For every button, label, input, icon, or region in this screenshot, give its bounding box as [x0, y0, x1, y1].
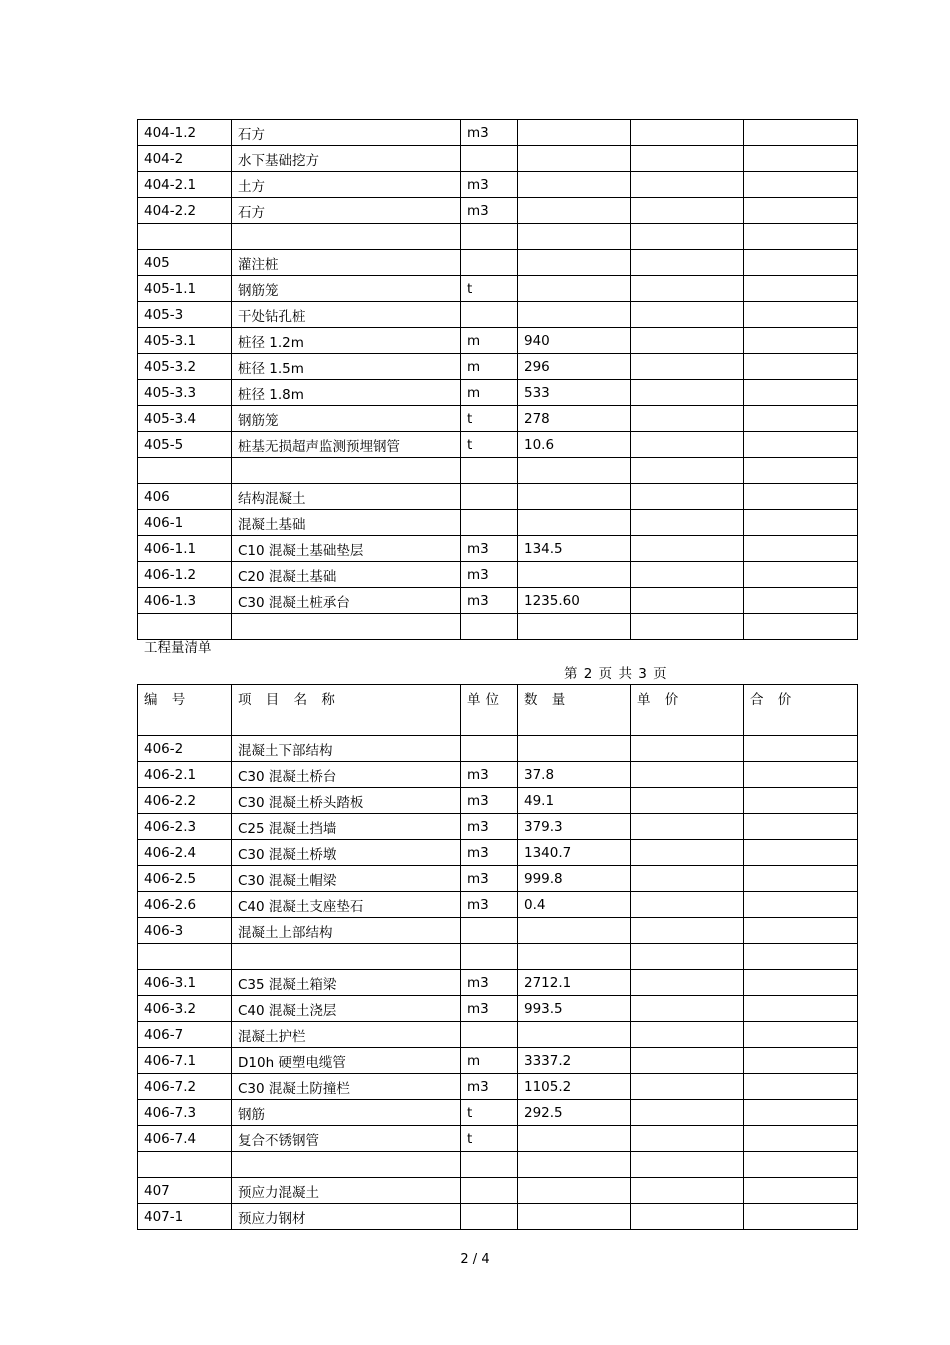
cell-item-name: C10 混凝土基础垫层	[232, 536, 461, 562]
table-row	[138, 224, 858, 250]
cell-unit	[461, 1204, 518, 1230]
table-row	[138, 432, 858, 458]
table-row	[138, 588, 858, 614]
cell-item-name: 结构混凝土	[232, 484, 461, 510]
cell-code: 406-1.2	[138, 562, 232, 588]
cell-item-name: C35 混凝土箱梁	[232, 970, 461, 996]
cell-quantity	[518, 302, 631, 328]
table-row	[138, 1048, 858, 1074]
cell-unit: m3	[461, 588, 518, 614]
table-row	[138, 1178, 858, 1204]
cell-code: 406-3	[138, 918, 232, 944]
cell-unit-price	[631, 276, 744, 302]
cell-unit-price	[631, 1022, 744, 1048]
cell-code: 406-2.6	[138, 892, 232, 918]
cell-unit-price	[631, 892, 744, 918]
cell-quantity	[518, 458, 631, 484]
sheet-page-info: 第 2 页 共 3 页	[564, 666, 668, 682]
cell-unit	[461, 614, 518, 640]
cell-item-name: 桩基无损超声监测预埋钢管	[232, 432, 461, 458]
cell-item-name: 桩径 1.8m	[232, 380, 461, 406]
cell-unit-price	[631, 1152, 744, 1178]
table-row	[138, 302, 858, 328]
cell-total-price	[744, 918, 858, 944]
cell-unit-price	[631, 996, 744, 1022]
cell-item-name: C25 混凝土挡墙	[232, 814, 461, 840]
table1-body	[138, 120, 858, 640]
cell-unit-price	[631, 840, 744, 866]
cell-unit: t	[461, 406, 518, 432]
bill-table	[137, 684, 858, 1230]
table-row	[138, 614, 858, 640]
bill-table-continued	[137, 119, 858, 640]
table-row	[138, 380, 858, 406]
cell-quantity: 1105.2	[518, 1074, 631, 1100]
cell-unit	[461, 944, 518, 970]
cell-total-price	[744, 762, 858, 788]
cell-unit: m3	[461, 840, 518, 866]
cell-total-price	[744, 432, 858, 458]
cell-code: 405-3.1	[138, 328, 232, 354]
cell-quantity	[518, 120, 631, 146]
cell-unit-price	[631, 614, 744, 640]
cell-unit-price	[631, 1048, 744, 1074]
table-row	[138, 172, 858, 198]
table-row	[138, 1126, 858, 1152]
cell-total-price	[744, 1178, 858, 1204]
cell-item-name: 桩径 1.2m	[232, 328, 461, 354]
cell-total-price	[744, 1022, 858, 1048]
table-row	[138, 762, 858, 788]
cell-unit-price	[631, 224, 744, 250]
cell-item-name: C40 混凝土支座垫石	[232, 892, 461, 918]
cell-total-price	[744, 146, 858, 172]
cell-total-price	[744, 302, 858, 328]
cell-code: 405-5	[138, 432, 232, 458]
cell-item-name: 水下基础挖方	[232, 146, 461, 172]
table-row	[138, 866, 858, 892]
cell-total-price	[744, 224, 858, 250]
cell-unit-price	[631, 1126, 744, 1152]
cell-total-price	[744, 328, 858, 354]
cell-code	[138, 458, 232, 484]
cell-unit: m	[461, 1048, 518, 1074]
cell-item-name	[232, 614, 461, 640]
cell-item-name	[232, 944, 461, 970]
cell-total-price	[744, 250, 858, 276]
table-row	[138, 814, 858, 840]
cell-unit-price	[631, 762, 744, 788]
table-row	[138, 1074, 858, 1100]
cell-unit-price	[631, 1178, 744, 1204]
cell-item-name: C20 混凝土基础	[232, 562, 461, 588]
cell-quantity: 292.5	[518, 1100, 631, 1126]
table-row	[138, 120, 858, 146]
cell-quantity	[518, 614, 631, 640]
cell-unit-price	[631, 458, 744, 484]
cell-quantity	[518, 1178, 631, 1204]
cell-total-price	[744, 406, 858, 432]
cell-unit: m3	[461, 814, 518, 840]
header-total-price: 合 价	[744, 685, 858, 736]
header-unit: 单位	[461, 685, 518, 736]
table-row	[138, 484, 858, 510]
cell-unit	[461, 736, 518, 762]
table-row	[138, 510, 858, 536]
cell-total-price	[744, 1048, 858, 1074]
table-row	[138, 146, 858, 172]
cell-total-price	[744, 996, 858, 1022]
cell-unit: t	[461, 1100, 518, 1126]
table-caption: 工程量清单	[144, 640, 212, 656]
table-row	[138, 892, 858, 918]
cell-code: 406-7.2	[138, 1074, 232, 1100]
cell-code: 406-7.1	[138, 1048, 232, 1074]
cell-item-name: 土方	[232, 172, 461, 198]
cell-total-price	[744, 944, 858, 970]
cell-unit	[461, 250, 518, 276]
cell-code: 406-7.4	[138, 1126, 232, 1152]
cell-total-price	[744, 536, 858, 562]
cell-quantity	[518, 250, 631, 276]
cell-item-name: 混凝土下部结构	[232, 736, 461, 762]
cell-unit-price	[631, 510, 744, 536]
table-row	[138, 970, 858, 996]
cell-code: 405-3.4	[138, 406, 232, 432]
cell-code: 406-2	[138, 736, 232, 762]
cell-total-price	[744, 510, 858, 536]
cell-quantity: 3337.2	[518, 1048, 631, 1074]
table-row	[138, 198, 858, 224]
cell-item-name: C30 混凝土桥台	[232, 762, 461, 788]
cell-unit-price	[631, 328, 744, 354]
cell-quantity	[518, 276, 631, 302]
cell-total-price	[744, 172, 858, 198]
cell-quantity: 999.8	[518, 866, 631, 892]
cell-unit-price	[631, 1204, 744, 1230]
cell-item-name	[232, 224, 461, 250]
header-item-name: 项 目 名 称	[232, 685, 461, 736]
cell-item-name: D10h 硬塑电缆管	[232, 1048, 461, 1074]
cell-unit	[461, 224, 518, 250]
cell-unit-price	[631, 970, 744, 996]
cell-unit-price	[631, 918, 744, 944]
cell-item-name	[232, 458, 461, 484]
table-row	[138, 1152, 858, 1178]
cell-unit: m	[461, 328, 518, 354]
cell-total-price	[744, 736, 858, 762]
cell-item-name: 混凝土基础	[232, 510, 461, 536]
cell-item-name: 预应力混凝土	[232, 1178, 461, 1204]
cell-code: 405	[138, 250, 232, 276]
cell-quantity	[518, 1126, 631, 1152]
cell-total-price	[744, 276, 858, 302]
cell-quantity	[518, 510, 631, 536]
cell-quantity	[518, 1204, 631, 1230]
cell-unit: m3	[461, 198, 518, 224]
cell-unit-price	[631, 562, 744, 588]
cell-unit-price	[631, 354, 744, 380]
cell-unit-price	[631, 814, 744, 840]
cell-total-price	[744, 380, 858, 406]
cell-item-name	[232, 1152, 461, 1178]
table-row	[138, 788, 858, 814]
cell-item-name: 混凝土护栏	[232, 1022, 461, 1048]
page-number: 2 / 4	[460, 1252, 490, 1267]
cell-code: 406-7.3	[138, 1100, 232, 1126]
cell-unit-price	[631, 146, 744, 172]
cell-quantity: 0.4	[518, 892, 631, 918]
cell-code: 406-2.2	[138, 788, 232, 814]
cell-unit: t	[461, 432, 518, 458]
cell-item-name: 钢筋	[232, 1100, 461, 1126]
table-row	[138, 1022, 858, 1048]
cell-quantity	[518, 1022, 631, 1048]
cell-unit-price	[631, 1100, 744, 1126]
cell-quantity	[518, 198, 631, 224]
cell-unit	[461, 484, 518, 510]
table-row	[138, 250, 858, 276]
cell-unit: m3	[461, 172, 518, 198]
cell-unit: t	[461, 276, 518, 302]
cell-unit	[461, 458, 518, 484]
cell-total-price	[744, 588, 858, 614]
cell-unit-price	[631, 432, 744, 458]
cell-code: 406	[138, 484, 232, 510]
cell-code: 406-2.5	[138, 866, 232, 892]
table-row	[138, 458, 858, 484]
cell-item-name: C30 混凝土桥墩	[232, 840, 461, 866]
cell-unit: m3	[461, 1074, 518, 1100]
cell-code: 406-3.2	[138, 996, 232, 1022]
cell-unit-price	[631, 172, 744, 198]
cell-item-name: 钢筋笼	[232, 406, 461, 432]
cell-item-name: 灌注桩	[232, 250, 461, 276]
cell-quantity: 1235.60	[518, 588, 631, 614]
cell-code: 405-3	[138, 302, 232, 328]
cell-quantity	[518, 224, 631, 250]
cell-unit-price	[631, 120, 744, 146]
cell-quantity	[518, 484, 631, 510]
cell-code: 406-1	[138, 510, 232, 536]
cell-item-name: 钢筋笼	[232, 276, 461, 302]
cell-item-name: 预应力钢材	[232, 1204, 461, 1230]
cell-total-price	[744, 120, 858, 146]
cell-unit-price	[631, 380, 744, 406]
cell-unit	[461, 1178, 518, 1204]
cell-quantity	[518, 562, 631, 588]
cell-quantity: 296	[518, 354, 631, 380]
table-row	[138, 276, 858, 302]
cell-code: 404-2	[138, 146, 232, 172]
cell-quantity: 1340.7	[518, 840, 631, 866]
cell-quantity	[518, 918, 631, 944]
cell-quantity: 10.6	[518, 432, 631, 458]
cell-total-price	[744, 1152, 858, 1178]
cell-total-price	[744, 1074, 858, 1100]
cell-code	[138, 224, 232, 250]
cell-total-price	[744, 892, 858, 918]
cell-quantity: 533	[518, 380, 631, 406]
table-row	[138, 1100, 858, 1126]
cell-unit-price	[631, 484, 744, 510]
cell-quantity: 993.5	[518, 996, 631, 1022]
cell-code: 406-2.4	[138, 840, 232, 866]
cell-code: 406-3.1	[138, 970, 232, 996]
cell-code: 406-1.1	[138, 536, 232, 562]
cell-total-price	[744, 866, 858, 892]
cell-unit-price	[631, 406, 744, 432]
cell-quantity: 37.8	[518, 762, 631, 788]
cell-item-name: C30 混凝土桩承台	[232, 588, 461, 614]
header-unit-price: 单 价	[631, 685, 744, 736]
table-row	[138, 406, 858, 432]
table2-body	[138, 736, 858, 1230]
cell-quantity: 940	[518, 328, 631, 354]
table-row	[138, 918, 858, 944]
table-row	[138, 736, 858, 762]
table-row	[138, 328, 858, 354]
cell-unit-price	[631, 250, 744, 276]
cell-total-price	[744, 1126, 858, 1152]
cell-unit: m	[461, 354, 518, 380]
cell-total-price	[744, 562, 858, 588]
cell-item-name: 石方	[232, 120, 461, 146]
cell-item-name: 复合不锈钢管	[232, 1126, 461, 1152]
cell-unit: t	[461, 1126, 518, 1152]
cell-code: 406-1.3	[138, 588, 232, 614]
table-row	[138, 996, 858, 1022]
cell-code: 407	[138, 1178, 232, 1204]
cell-quantity: 278	[518, 406, 631, 432]
cell-item-name: 混凝土上部结构	[232, 918, 461, 944]
cell-unit: m3	[461, 996, 518, 1022]
cell-unit	[461, 1022, 518, 1048]
table-header-row	[138, 685, 858, 736]
table-row	[138, 354, 858, 380]
cell-unit: m	[461, 380, 518, 406]
cell-total-price	[744, 1100, 858, 1126]
cell-unit	[461, 1152, 518, 1178]
cell-unit: m3	[461, 120, 518, 146]
cell-quantity: 2712.1	[518, 970, 631, 996]
cell-unit: m3	[461, 892, 518, 918]
cell-code: 404-2.2	[138, 198, 232, 224]
cell-unit-price	[631, 736, 744, 762]
cell-unit-price	[631, 788, 744, 814]
cell-quantity	[518, 172, 631, 198]
cell-code: 406-2.3	[138, 814, 232, 840]
cell-item-name: C30 混凝土帽梁	[232, 866, 461, 892]
cell-unit-price	[631, 302, 744, 328]
table-row	[138, 840, 858, 866]
cell-code: 405-3.2	[138, 354, 232, 380]
table-row	[138, 536, 858, 562]
table-row	[138, 562, 858, 588]
cell-code: 407-1	[138, 1204, 232, 1230]
cell-unit	[461, 510, 518, 536]
cell-unit-price	[631, 866, 744, 892]
cell-unit: m3	[461, 762, 518, 788]
cell-quantity	[518, 736, 631, 762]
cell-quantity	[518, 944, 631, 970]
cell-unit-price	[631, 1074, 744, 1100]
cell-total-price	[744, 484, 858, 510]
table-row	[138, 1204, 858, 1230]
cell-total-price	[744, 840, 858, 866]
cell-unit	[461, 302, 518, 328]
cell-item-name: C30 混凝土防撞栏	[232, 1074, 461, 1100]
cell-total-price	[744, 1204, 858, 1230]
cell-unit	[461, 146, 518, 172]
cell-quantity: 134.5	[518, 536, 631, 562]
cell-unit-price	[631, 198, 744, 224]
cell-unit: m3	[461, 788, 518, 814]
cell-item-name: C40 混凝土浇层	[232, 996, 461, 1022]
cell-quantity: 379.3	[518, 814, 631, 840]
cell-total-price	[744, 614, 858, 640]
cell-total-price	[744, 354, 858, 380]
cell-code: 405-3.3	[138, 380, 232, 406]
cell-item-name: 桩径 1.5m	[232, 354, 461, 380]
cell-total-price	[744, 970, 858, 996]
cell-total-price	[744, 788, 858, 814]
cell-code: 406-2.1	[138, 762, 232, 788]
cell-code: 406-7	[138, 1022, 232, 1048]
cell-unit: m3	[461, 536, 518, 562]
cell-quantity: 49.1	[518, 788, 631, 814]
cell-quantity	[518, 1152, 631, 1178]
cell-unit-price	[631, 588, 744, 614]
cell-unit-price	[631, 536, 744, 562]
cell-total-price	[744, 198, 858, 224]
header-code: 编 号	[138, 685, 232, 736]
cell-unit-price	[631, 944, 744, 970]
cell-total-price	[744, 814, 858, 840]
cell-code: 405-1.1	[138, 276, 232, 302]
table-row	[138, 944, 858, 970]
cell-total-price	[744, 458, 858, 484]
cell-item-name: 石方	[232, 198, 461, 224]
cell-unit: m3	[461, 562, 518, 588]
cell-code: 404-1.2	[138, 120, 232, 146]
cell-code: 404-2.1	[138, 172, 232, 198]
cell-code	[138, 1152, 232, 1178]
cell-item-name: 干处钻孔桩	[232, 302, 461, 328]
cell-unit: m3	[461, 866, 518, 892]
header-quantity: 数 量	[518, 685, 631, 736]
cell-unit: m3	[461, 970, 518, 996]
cell-item-name: C30 混凝土桥头踏板	[232, 788, 461, 814]
cell-unit	[461, 918, 518, 944]
cell-code	[138, 944, 232, 970]
cell-quantity	[518, 146, 631, 172]
